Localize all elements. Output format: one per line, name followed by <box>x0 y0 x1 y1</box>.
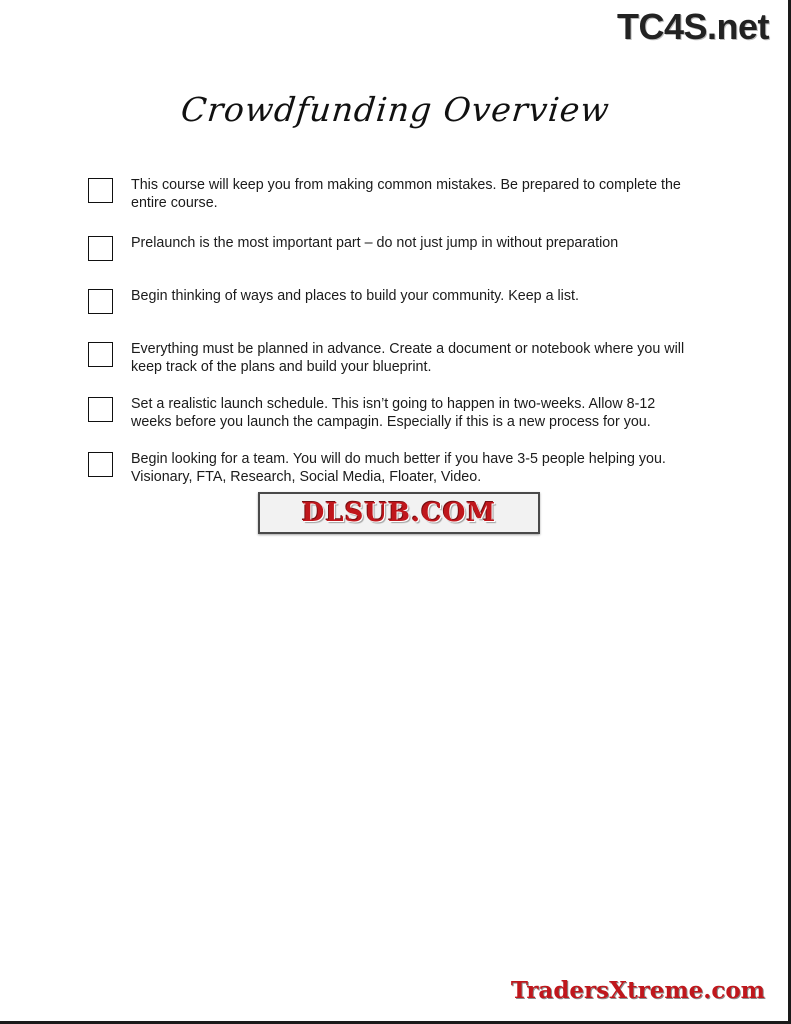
list-item[interactable] <box>88 234 708 261</box>
checklist <box>88 176 708 486</box>
list-item-label: Prelaunch is the most important part – do not just jump in without preparation <box>131 235 619 252</box>
checkbox-icon[interactable] <box>88 342 113 367</box>
list-item-label: Begin thinking of ways and places to build your community. Keep a list. <box>131 288 579 305</box>
checkbox-icon[interactable] <box>88 289 113 314</box>
list-item[interactable] <box>88 287 708 314</box>
list-item-label: This course will keep you from making common mistakes. Be prepared to complete the entire course. <box>131 177 681 212</box>
watermark-stamp <box>258 492 540 534</box>
list-item[interactable] <box>88 450 708 486</box>
page-title: Crowdfunding Overview <box>179 90 612 129</box>
list-item-label: Everything must be planned in advance. Create a document or notebook where you will keep track of the plans and build your blueprint. <box>131 341 685 376</box>
list-item-label: Begin looking for a team. You will do much better if you have 3-5 people helping you. Visionary, FTA, Research, Social Media, Floater, Video. <box>131 450 666 486</box>
checkbox-icon[interactable] <box>88 397 113 422</box>
checkbox-icon[interactable] <box>88 178 113 203</box>
site-brand-top: TC4S.net <box>616 6 769 47</box>
checkbox-icon[interactable] <box>88 452 113 477</box>
list-item[interactable] <box>88 176 708 212</box>
watermark-label: DLSUB.COM <box>301 498 497 528</box>
site-brand-bottom: TradersXtreme.com <box>510 977 765 1004</box>
list-item[interactable] <box>88 340 708 376</box>
list-item[interactable] <box>88 395 708 431</box>
list-item-label: Set a realistic launch schedule. This isn’t going to happen in two-weeks. Allow 8-12 weeks before you launch the campagin. Especially if this is a new process for you. <box>131 395 656 430</box>
checkbox-icon[interactable] <box>88 236 113 261</box>
